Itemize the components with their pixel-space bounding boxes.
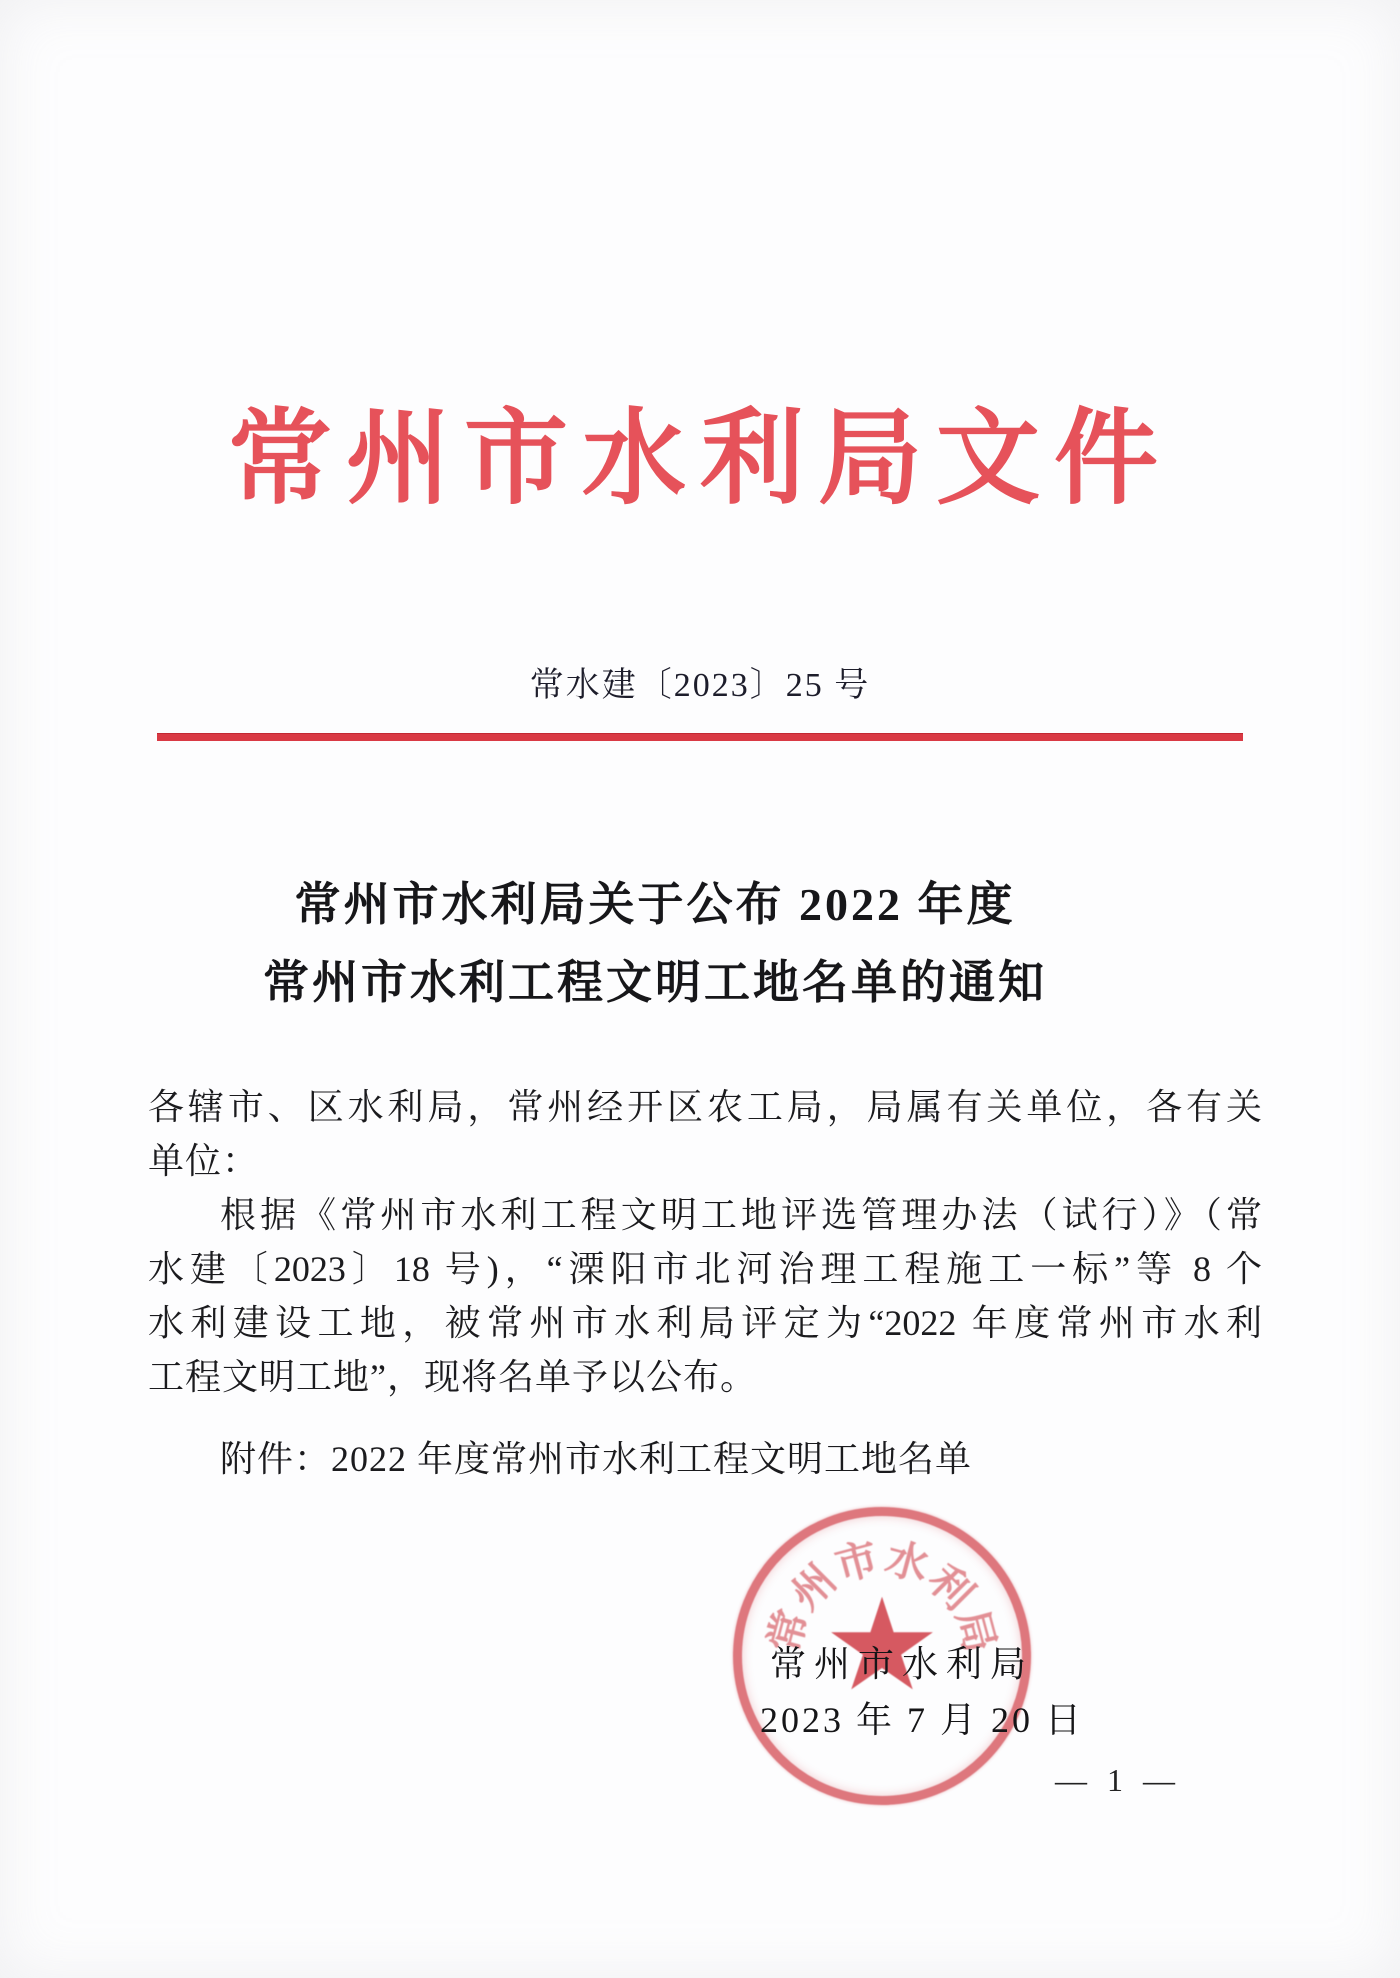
document-number: 常水建〔2023〕25 号 xyxy=(529,667,871,704)
body-text xyxy=(148,1080,1262,1486)
red-separator-rule xyxy=(157,733,1243,741)
notice-title-line2: 常州市水利工程文明工地名单的通知 xyxy=(263,957,1047,1008)
notice-title-line1: 常州市水利局关于公布 2022 年度 xyxy=(294,879,1016,930)
attachment-line: 附件：2022 年度常州市水利工程文明工地名单 xyxy=(220,1439,973,1479)
signature-date: 2023 年 7 月 20 日 xyxy=(760,1700,1085,1740)
paragraph-line-4: 工程文明工地”，现将名单予以公布。 xyxy=(148,1357,757,1397)
seal-arc-char: 利 xyxy=(918,1556,982,1620)
paragraph-line-1: 根据《常州市水利工程文明工地评选管理办法（试行）》（常 xyxy=(220,1195,1262,1235)
seal-arc-char: 局 xyxy=(947,1604,1003,1658)
seal-arc-char: 州 xyxy=(782,1556,846,1620)
paragraph-line-2: 水建〔2023〕18 号)，“溧阳市北河治理工程施工一标”等 8 个 xyxy=(148,1249,1262,1289)
agency-header-title: 常州市水利局文件 xyxy=(227,402,1172,517)
seal-arc-char: 常 xyxy=(761,1604,817,1658)
seal-arc-char: 水 xyxy=(880,1535,934,1591)
recipients-line-2: 单位： xyxy=(148,1141,260,1181)
seal-arc-char: 市 xyxy=(830,1535,884,1591)
recipients-line-1: 各辖市、区水利局，常州经开区农工局，局属有关单位，各有关 xyxy=(148,1087,1262,1127)
paragraph-line-3: 水利建设工地，被常州市水利局评定为“2022 年度常州市水利 xyxy=(148,1303,1262,1343)
page-number: — 1 — xyxy=(1055,1762,1181,1798)
signature-organization: 常州市水利局 xyxy=(770,1644,1035,1684)
